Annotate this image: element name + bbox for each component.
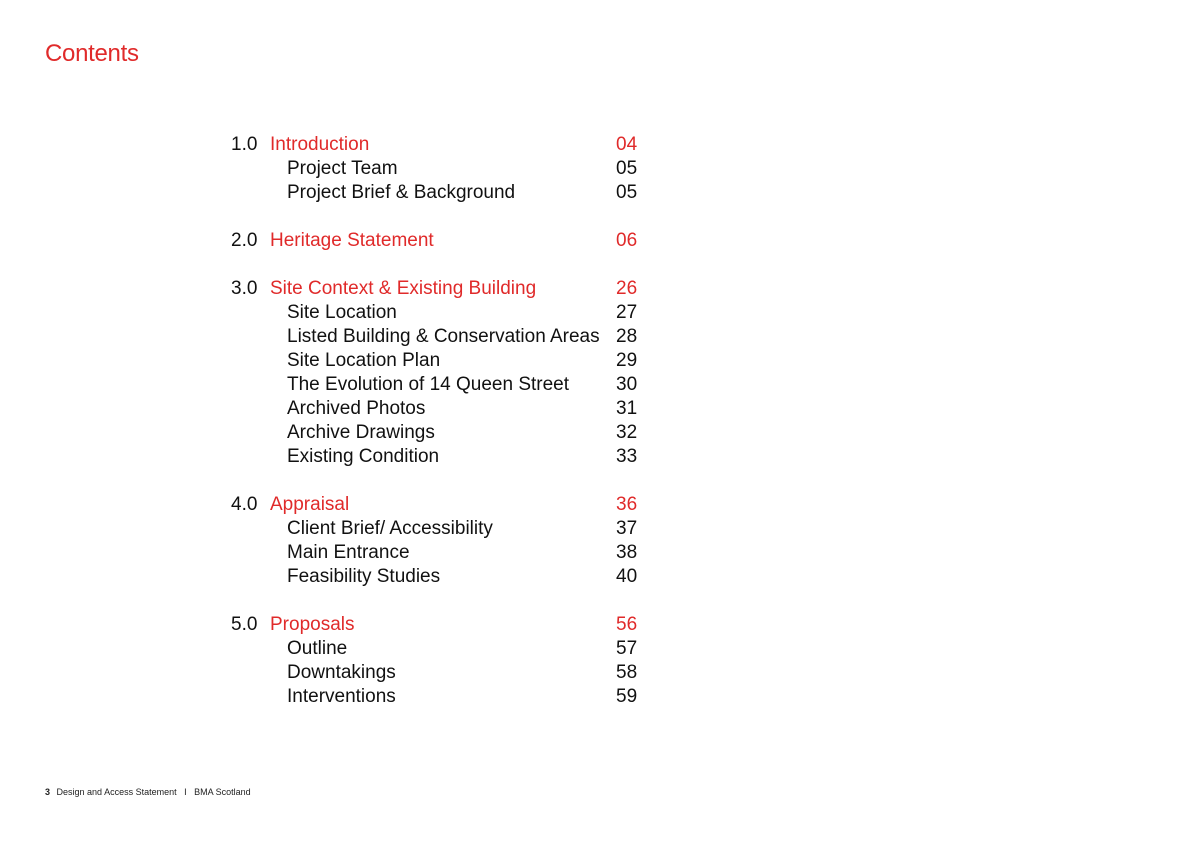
toc-section-title: Heritage Statement <box>270 230 434 251</box>
toc-entry-page: 33 <box>616 446 638 467</box>
footer-organization: BMA Scotland <box>194 787 251 797</box>
toc-entry-page: 30 <box>616 374 638 395</box>
toc-entry[interactable] <box>231 517 651 541</box>
toc-entry-page: 58 <box>616 662 638 683</box>
toc-section-title: Site Context & Existing Building <box>270 278 537 299</box>
toc-section-number: 2.0 <box>231 230 258 251</box>
toc-entry[interactable] <box>231 565 651 589</box>
toc-entry-page: 29 <box>616 350 638 371</box>
footer-document-title: Design and Access Statement <box>56 787 177 797</box>
toc-entry-label: Interventions <box>287 686 396 707</box>
toc-section-heading[interactable] <box>231 493 651 517</box>
toc-entry-label: Archived Photos <box>287 398 426 419</box>
toc-section-title: Appraisal <box>270 494 350 515</box>
toc-entry-page: 32 <box>616 422 638 443</box>
toc-entry[interactable] <box>231 445 651 469</box>
toc-entry-page: 40 <box>616 566 638 587</box>
toc-entry-page: 05 <box>616 158 638 179</box>
toc-section-page: 56 <box>616 614 638 635</box>
toc-entry-label: Feasibility Studies <box>287 566 441 587</box>
toc-section-title: Proposals <box>270 614 355 635</box>
toc-entry-label: Project Brief & Background <box>287 182 516 203</box>
toc-section-page: 36 <box>616 494 638 515</box>
toc-section-number: 4.0 <box>231 494 258 515</box>
toc-entry[interactable] <box>231 637 651 661</box>
toc-section-heading[interactable] <box>231 613 651 637</box>
toc-entry-page: 38 <box>616 542 638 563</box>
toc-entry-label: Downtakings <box>287 662 396 683</box>
toc-section-page: 04 <box>616 134 638 155</box>
toc-section <box>231 613 651 709</box>
toc-section <box>231 277 651 469</box>
toc-entry[interactable] <box>231 421 651 445</box>
toc-entry-page: 59 <box>616 686 638 707</box>
toc-entry-page: 28 <box>616 326 638 347</box>
toc-entry[interactable] <box>231 181 651 205</box>
toc-entry-page: 05 <box>616 182 638 203</box>
toc-entry-label: Outline <box>287 638 348 659</box>
toc-section <box>231 133 651 205</box>
toc-entry-label: Listed Building & Conservation Areas <box>287 326 600 347</box>
toc-section-page: 26 <box>616 278 638 299</box>
toc-entry-label: The Evolution of 14 Queen Street <box>287 374 570 395</box>
toc-section-heading[interactable] <box>231 277 651 301</box>
toc-entry-page: 37 <box>616 518 638 539</box>
footer-separator: I <box>184 787 187 797</box>
page-footer <box>45 787 251 798</box>
toc-entry[interactable] <box>231 325 651 349</box>
toc-entry-label: Main Entrance <box>287 542 410 563</box>
toc-entry[interactable] <box>231 157 651 181</box>
toc-section-heading[interactable] <box>231 229 651 253</box>
toc-section-number: 1.0 <box>231 134 258 155</box>
toc-entry-page: 57 <box>616 638 638 659</box>
toc-entry-label: Client Brief/ Accessibility <box>287 518 493 539</box>
toc-section-page: 06 <box>616 230 638 251</box>
toc-entry[interactable] <box>231 349 651 373</box>
toc-entry[interactable] <box>231 373 651 397</box>
page-title: Contents <box>45 40 139 67</box>
toc-entry[interactable] <box>231 301 651 325</box>
toc-entry[interactable] <box>231 541 651 565</box>
table-of-contents <box>231 133 651 733</box>
toc-entry-label: Site Location Plan <box>287 350 441 371</box>
toc-section-title: Introduction <box>270 134 370 155</box>
toc-entry[interactable] <box>231 397 651 421</box>
toc-entry-label: Existing Condition <box>287 446 440 467</box>
toc-entry-label: Project Team <box>287 158 398 179</box>
toc-entry[interactable] <box>231 685 651 709</box>
toc-entry[interactable] <box>231 661 651 685</box>
toc-section <box>231 229 651 253</box>
toc-section <box>231 493 651 589</box>
toc-entry-label: Archive Drawings <box>287 422 435 443</box>
footer-page-number: 3 <box>45 787 51 797</box>
toc-section-number: 3.0 <box>231 278 258 299</box>
toc-entry-page: 31 <box>616 398 638 419</box>
toc-entry-label: Site Location <box>287 302 397 323</box>
toc-section-heading[interactable] <box>231 133 651 157</box>
toc-entry-page: 27 <box>616 302 638 323</box>
toc-section-number: 5.0 <box>231 614 258 635</box>
